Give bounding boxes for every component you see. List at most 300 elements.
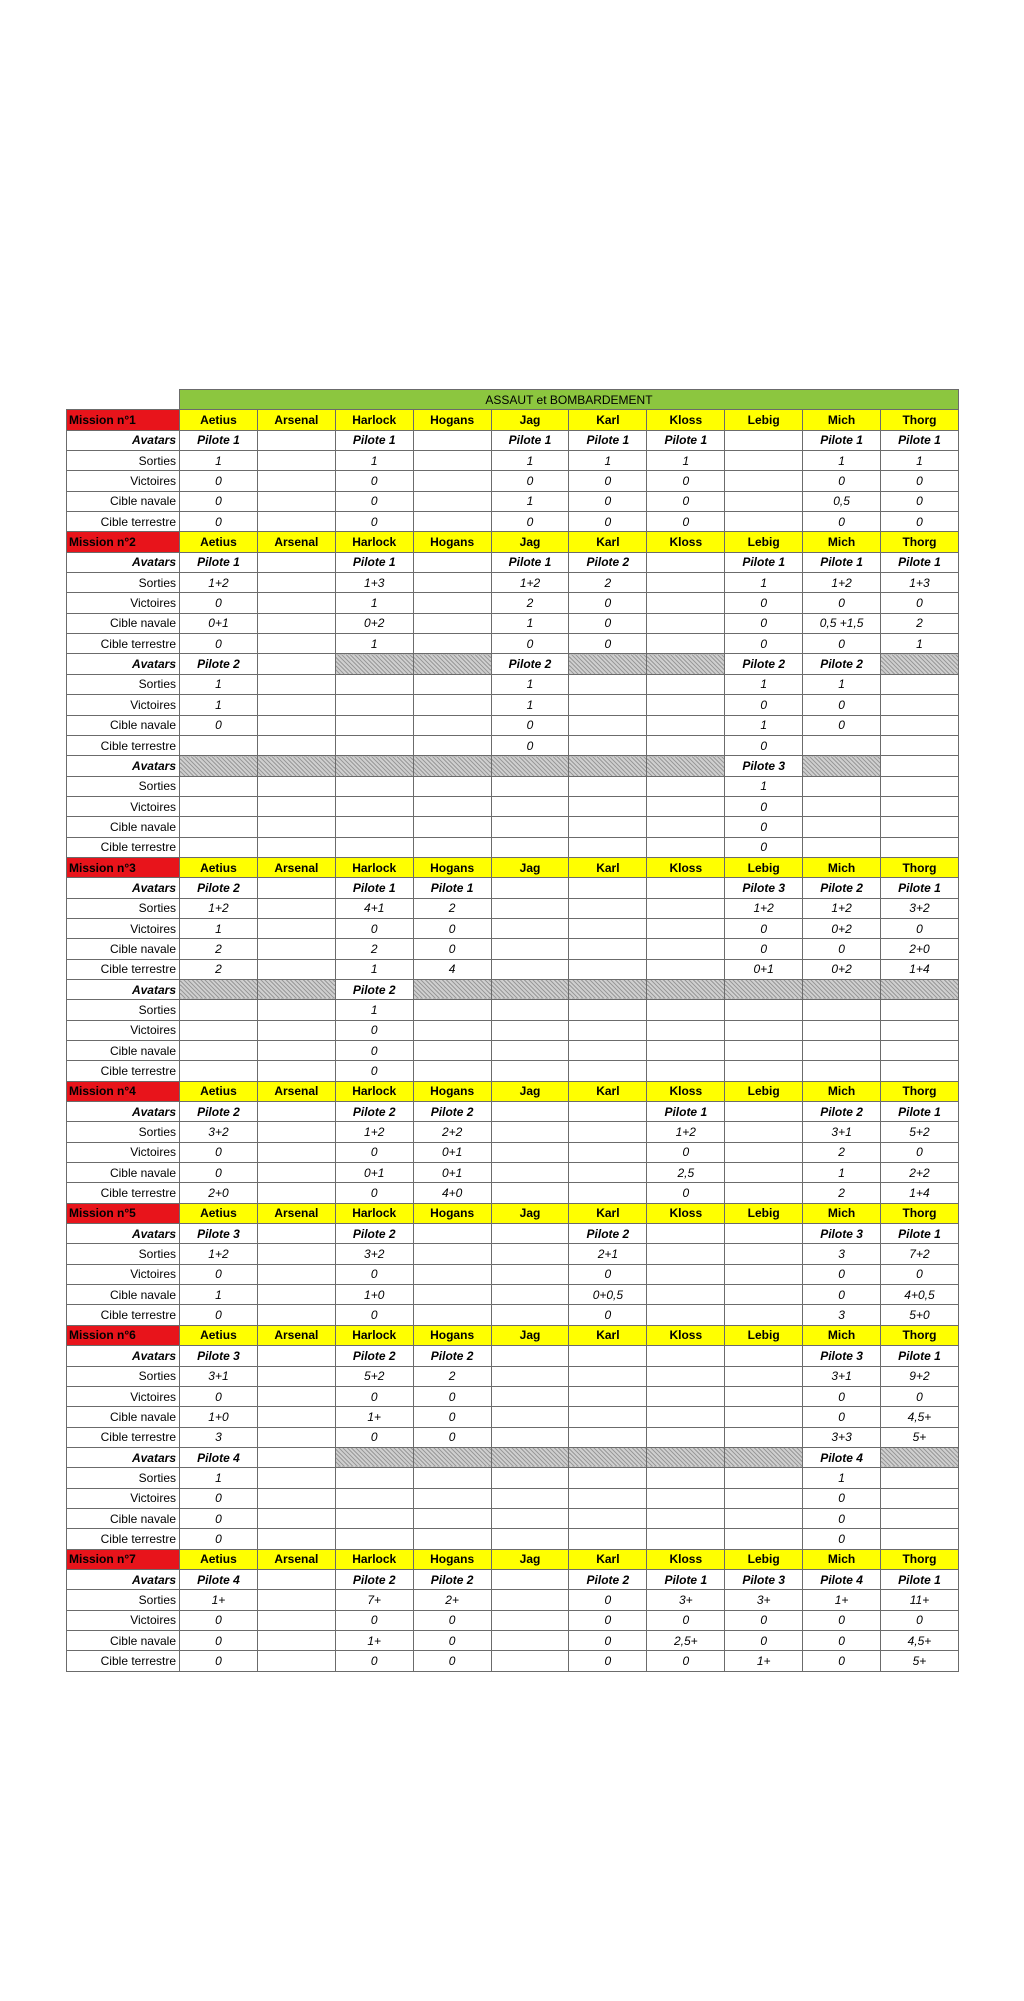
stat-cell: 0+1 — [335, 1163, 413, 1183]
stat-cell — [257, 1305, 335, 1325]
stat-cell — [413, 1305, 491, 1325]
player-header: Mich — [803, 857, 881, 877]
stat-cell — [413, 512, 491, 532]
stat-cell: 0 — [180, 1305, 258, 1325]
avatars-label: Avatars — [67, 878, 180, 898]
stat-cell — [569, 1407, 647, 1427]
avatar-cell: Pilote 1 — [881, 878, 959, 898]
stat-cell — [881, 796, 959, 816]
hatched-cell — [413, 756, 491, 776]
stat-cell: 1 — [803, 451, 881, 471]
stat-cell — [803, 776, 881, 796]
stat-cell — [257, 1041, 335, 1061]
avatar-cell: Pilote 1 — [491, 552, 569, 572]
stat-cell — [257, 735, 335, 755]
stat-cell — [569, 1366, 647, 1386]
stat-cell — [569, 1142, 647, 1162]
mission-header-row — [67, 1203, 959, 1223]
stat-cell — [413, 1488, 491, 1508]
stat-cell — [413, 1468, 491, 1488]
stat-cell — [881, 1488, 959, 1508]
stat-row — [67, 1183, 959, 1203]
stat-cell — [881, 1508, 959, 1528]
player-header: Hogans — [413, 1203, 491, 1223]
stat-cell — [413, 674, 491, 694]
stat-label: Cible terrestre — [67, 634, 180, 654]
stat-cell — [257, 796, 335, 816]
stat-cell: 3+1 — [803, 1122, 881, 1142]
stat-label: Sorties — [67, 898, 180, 918]
hatched-cell — [491, 979, 569, 999]
stat-cell — [725, 1285, 803, 1305]
stat-cell: 2 — [413, 898, 491, 918]
stat-cell: 1 — [180, 1285, 258, 1305]
stat-label: Cible terrestre — [67, 1529, 180, 1549]
avatars-row — [67, 552, 959, 572]
stat-cell: 2 — [881, 613, 959, 633]
stat-label: Victoires — [67, 1264, 180, 1284]
stat-cell: 0 — [725, 695, 803, 715]
stat-cell: 0 — [725, 593, 803, 613]
avatars-row — [67, 1102, 959, 1122]
stat-cell: 0 — [180, 1264, 258, 1284]
avatar-cell — [569, 878, 647, 898]
stat-label: Cible navale — [67, 1285, 180, 1305]
avatar-cell: Pilote 1 — [881, 1224, 959, 1244]
player-header: Arsenal — [257, 1325, 335, 1345]
stat-cell: 2+ — [413, 1590, 491, 1610]
avatars-label: Avatars — [67, 1346, 180, 1366]
stat-cell — [413, 491, 491, 511]
stat-row — [67, 1529, 959, 1549]
stat-cell: 0 — [413, 1407, 491, 1427]
stat-cell: 2 — [413, 1366, 491, 1386]
avatar-cell: Pilote 1 — [335, 552, 413, 572]
player-header: Aetius — [180, 410, 258, 430]
stat-cell: 0 — [180, 512, 258, 532]
stat-cell — [257, 776, 335, 796]
avatars-label: Avatars — [67, 1224, 180, 1244]
avatar-cell: Pilote 3 — [725, 1569, 803, 1589]
stat-cell — [569, 674, 647, 694]
stat-cell — [491, 817, 569, 837]
stat-cell — [725, 1468, 803, 1488]
avatars-label: Avatars — [67, 979, 180, 999]
stat-cell — [881, 1468, 959, 1488]
stat-cell: 0 — [647, 1183, 725, 1203]
stat-cell: 0 — [413, 1630, 491, 1650]
stat-cell — [257, 1529, 335, 1549]
stat-cell — [413, 1041, 491, 1061]
stat-cell: 0 — [881, 491, 959, 511]
avatar-cell: Pilote 2 — [569, 552, 647, 572]
stat-cell — [335, 1488, 413, 1508]
stat-cell — [257, 898, 335, 918]
stat-cell: 1+ — [335, 1630, 413, 1650]
player-header: Kloss — [647, 532, 725, 552]
avatar-cell — [647, 1224, 725, 1244]
stat-cell: 1+ — [725, 1651, 803, 1671]
player-header: Lebig — [725, 1081, 803, 1101]
avatars-label: Avatars — [67, 552, 180, 572]
stat-cell: 1 — [725, 715, 803, 735]
stat-cell — [647, 1468, 725, 1488]
stat-cell: 1+2 — [803, 898, 881, 918]
stat-cell — [881, 837, 959, 857]
stat-cell: 0 — [803, 1285, 881, 1305]
stat-cell: 2+1 — [569, 1244, 647, 1264]
stat-row — [67, 695, 959, 715]
hatched-cell — [569, 979, 647, 999]
stat-cell: 0 — [569, 471, 647, 491]
stat-cell — [569, 898, 647, 918]
avatar-cell: Pilote 2 — [335, 1569, 413, 1589]
stat-cell — [647, 573, 725, 593]
avatar-cell: Pilote 2 — [803, 1102, 881, 1122]
player-header: Karl — [569, 1549, 647, 1569]
stat-label: Victoires — [67, 593, 180, 613]
stat-label: Cible terrestre — [67, 959, 180, 979]
stat-label: Cible navale — [67, 1041, 180, 1061]
player-header: Thorg — [881, 857, 959, 877]
stat-cell: 1+2 — [180, 1244, 258, 1264]
avatar-cell: Pilote 2 — [180, 878, 258, 898]
stat-cell: 0 — [413, 1427, 491, 1447]
stat-cell — [257, 1488, 335, 1508]
stat-cell — [335, 1508, 413, 1528]
stat-cell: 0 — [881, 512, 959, 532]
avatar-cell — [257, 1102, 335, 1122]
stat-cell — [569, 1000, 647, 1020]
avatar-cell: Pilote 2 — [335, 979, 413, 999]
stat-cell — [491, 939, 569, 959]
stat-cell: 0 — [335, 1427, 413, 1447]
player-header: Hogans — [413, 1549, 491, 1569]
stat-cell — [257, 1000, 335, 1020]
player-header: Mich — [803, 1081, 881, 1101]
player-header: Thorg — [881, 1549, 959, 1569]
avatar-cell: Pilote 2 — [569, 1569, 647, 1589]
stat-cell — [881, 674, 959, 694]
stat-label: Cible terrestre — [67, 837, 180, 857]
stat-label: Victoires — [67, 471, 180, 491]
stat-cell — [569, 1020, 647, 1040]
player-header: Harlock — [335, 532, 413, 552]
stat-label: Cible navale — [67, 817, 180, 837]
stat-cell: 2+0 — [881, 939, 959, 959]
stat-row — [67, 1427, 959, 1447]
hatched-cell — [413, 1447, 491, 1467]
stat-cell — [257, 1386, 335, 1406]
player-header: Arsenal — [257, 1203, 335, 1223]
avatar-cell — [569, 1102, 647, 1122]
stat-cell — [803, 817, 881, 837]
avatars-label: Avatars — [67, 654, 180, 674]
stat-cell — [491, 1020, 569, 1040]
stat-cell: 2+2 — [413, 1122, 491, 1142]
stat-cell — [335, 837, 413, 857]
avatar-cell — [725, 1224, 803, 1244]
stat-cell — [647, 735, 725, 755]
avatar-cell — [257, 1224, 335, 1244]
player-header: Aetius — [180, 1549, 258, 1569]
avatar-cell: Pilote 1 — [569, 430, 647, 450]
stat-cell — [413, 695, 491, 715]
stat-cell: 0 — [180, 1651, 258, 1671]
stat-cell — [881, 1020, 959, 1040]
stat-cell: 0,5 +1,5 — [803, 613, 881, 633]
stat-cell — [491, 918, 569, 938]
stat-cell — [413, 471, 491, 491]
stat-cell — [257, 491, 335, 511]
stat-cell: 0 — [803, 715, 881, 735]
stat-cell — [647, 634, 725, 654]
stat-cell — [180, 796, 258, 816]
stat-cell — [180, 735, 258, 755]
hatched-cell — [647, 756, 725, 776]
stat-cell: 0 — [569, 1264, 647, 1284]
player-header: Karl — [569, 857, 647, 877]
stat-cell: 0+1 — [180, 613, 258, 633]
title-row — [67, 390, 959, 410]
avatar-cell — [491, 1102, 569, 1122]
player-header: Kloss — [647, 1203, 725, 1223]
stat-cell: 0+1 — [413, 1142, 491, 1162]
stat-cell: 2+2 — [881, 1163, 959, 1183]
stat-cell: 1 — [335, 959, 413, 979]
stat-cell — [491, 1407, 569, 1427]
stat-cell: 3+1 — [180, 1366, 258, 1386]
stat-cell: 2 — [803, 1142, 881, 1162]
player-header: Aetius — [180, 1081, 258, 1101]
avatar-cell: Pilote 1 — [335, 878, 413, 898]
stat-cell: 0 — [803, 1264, 881, 1284]
hatched-cell — [725, 1447, 803, 1467]
stat-row — [67, 1651, 959, 1671]
hatched-cell — [569, 654, 647, 674]
stat-cell — [180, 1020, 258, 1040]
stat-cell: 1 — [335, 1000, 413, 1020]
hatched-cell — [803, 979, 881, 999]
stat-cell — [647, 898, 725, 918]
stat-cell: 3+2 — [881, 898, 959, 918]
player-header: Kloss — [647, 410, 725, 430]
stat-cell: 1 — [803, 1163, 881, 1183]
stat-cell: 3+2 — [335, 1244, 413, 1264]
stat-row — [67, 715, 959, 735]
avatars-label: Avatars — [67, 430, 180, 450]
stat-cell — [803, 735, 881, 755]
player-header: Jag — [491, 857, 569, 877]
stat-cell: 0 — [881, 1142, 959, 1162]
avatar-cell: Pilote 1 — [180, 430, 258, 450]
stat-cell — [257, 918, 335, 938]
avatars-label: Avatars — [67, 756, 180, 776]
stat-cell — [257, 471, 335, 491]
stat-label: Sorties — [67, 1244, 180, 1264]
hatched-cell — [569, 1447, 647, 1467]
stat-row — [67, 451, 959, 471]
hatched-cell — [257, 756, 335, 776]
stat-cell — [180, 1041, 258, 1061]
stat-cell: 0 — [491, 471, 569, 491]
stat-cell — [257, 837, 335, 857]
stat-cell — [725, 1407, 803, 1427]
stat-cell — [335, 674, 413, 694]
stat-cell — [257, 959, 335, 979]
stat-cell: 0 — [180, 715, 258, 735]
stat-cell: 2,5 — [647, 1163, 725, 1183]
avatar-cell — [257, 1346, 335, 1366]
stat-cell: 0 — [881, 1264, 959, 1284]
stat-cell — [881, 715, 959, 735]
stat-cell — [491, 1651, 569, 1671]
stat-cell: 1 — [180, 451, 258, 471]
stat-cell — [647, 796, 725, 816]
stat-cell — [569, 735, 647, 755]
mission-label: Mission n°4 — [67, 1081, 180, 1101]
stat-cell — [257, 451, 335, 471]
stat-cell — [257, 1366, 335, 1386]
stat-cell — [881, 695, 959, 715]
mission-header-row — [67, 1081, 959, 1101]
stat-cell: 1+2 — [803, 573, 881, 593]
stat-cell: 0 — [335, 471, 413, 491]
hatched-cell — [725, 979, 803, 999]
stat-cell: 1 — [180, 695, 258, 715]
avatar-cell — [257, 1447, 335, 1467]
stat-cell: 2 — [335, 939, 413, 959]
stat-cell: 0 — [569, 1630, 647, 1650]
mission-label: Mission n°7 — [67, 1549, 180, 1569]
stat-label: Cible navale — [67, 939, 180, 959]
avatar-cell — [413, 552, 491, 572]
avatar-cell: Pilote 2 — [413, 1569, 491, 1589]
stat-cell — [413, 613, 491, 633]
stat-label: Cible navale — [67, 491, 180, 511]
stat-row — [67, 1122, 959, 1142]
mission-header-row — [67, 410, 959, 430]
stat-cell — [569, 1488, 647, 1508]
avatar-cell — [257, 878, 335, 898]
stat-cell — [180, 1000, 258, 1020]
stat-cell — [569, 1508, 647, 1528]
stat-cell — [413, 1020, 491, 1040]
stat-cell — [647, 776, 725, 796]
avatar-cell: Pilote 1 — [491, 430, 569, 450]
hatched-cell — [647, 1447, 725, 1467]
stat-cell: 0+0,5 — [569, 1285, 647, 1305]
stat-label: Cible terrestre — [67, 1651, 180, 1671]
stat-cell: 0 — [180, 491, 258, 511]
stat-cell: 0 — [569, 1610, 647, 1630]
stat-row — [67, 634, 959, 654]
stat-cell — [725, 1264, 803, 1284]
avatars-row — [67, 1224, 959, 1244]
stat-cell — [725, 451, 803, 471]
stat-cell — [257, 573, 335, 593]
stat-row — [67, 939, 959, 959]
stat-cell — [725, 1122, 803, 1142]
stat-cell — [413, 593, 491, 613]
stat-cell — [569, 1529, 647, 1549]
hatched-cell — [413, 654, 491, 674]
avatar-cell — [257, 1569, 335, 1589]
player-header: Mich — [803, 1549, 881, 1569]
hatched-cell — [491, 1447, 569, 1467]
avatar-cell — [413, 430, 491, 450]
stat-row — [67, 1386, 959, 1406]
stat-cell — [647, 1508, 725, 1528]
stat-cell: 0 — [647, 491, 725, 511]
avatar-cell: Pilote 1 — [647, 1102, 725, 1122]
stat-cell: 1 — [491, 451, 569, 471]
stat-cell: 1 — [725, 776, 803, 796]
stat-cell — [569, 1061, 647, 1081]
stat-cell: 0 — [725, 1630, 803, 1650]
stat-cell — [647, 695, 725, 715]
stat-cell: 3 — [803, 1305, 881, 1325]
stat-cell: 4,5+ — [881, 1630, 959, 1650]
player-header: Lebig — [725, 1549, 803, 1569]
stat-cell: 0 — [335, 1142, 413, 1162]
stat-cell: 0 — [647, 1610, 725, 1630]
stat-cell: 0 — [180, 1163, 258, 1183]
stat-cell: 2 — [491, 593, 569, 613]
avatar-cell: Pilote 1 — [881, 1102, 959, 1122]
player-header: Harlock — [335, 1081, 413, 1101]
player-header: Jag — [491, 1203, 569, 1223]
avatar-cell — [881, 756, 959, 776]
avatar-cell: Pilote 2 — [491, 654, 569, 674]
avatar-cell: Pilote 1 — [803, 552, 881, 572]
stat-cell — [569, 1468, 647, 1488]
player-header: Harlock — [335, 1325, 413, 1345]
stat-label: Victoires — [67, 695, 180, 715]
avatars-row — [67, 756, 959, 776]
stat-cell — [647, 939, 725, 959]
stat-cell — [180, 1061, 258, 1081]
stat-cell — [413, 1529, 491, 1549]
avatar-cell: Pilote 2 — [803, 878, 881, 898]
stat-cell — [647, 613, 725, 633]
stat-cell — [725, 1041, 803, 1061]
hatched-cell — [803, 756, 881, 776]
stat-cell — [257, 1610, 335, 1630]
stat-cell: 0 — [335, 1041, 413, 1061]
player-header: Harlock — [335, 857, 413, 877]
stat-cell: 1+3 — [335, 573, 413, 593]
stat-row — [67, 1142, 959, 1162]
stat-cell — [413, 1000, 491, 1020]
player-header: Mich — [803, 1203, 881, 1223]
avatar-cell — [491, 878, 569, 898]
stat-cell — [803, 1041, 881, 1061]
stat-cell: 0+1 — [413, 1163, 491, 1183]
stat-label: Cible terrestre — [67, 1305, 180, 1325]
avatar-cell: Pilote 1 — [335, 430, 413, 450]
mission-header-row — [67, 532, 959, 552]
stat-cell — [725, 491, 803, 511]
stat-cell: 0 — [335, 1020, 413, 1040]
stat-cell: 0 — [180, 634, 258, 654]
avatar-cell — [647, 1346, 725, 1366]
player-header: Karl — [569, 532, 647, 552]
stat-cell — [725, 1366, 803, 1386]
player-header: Jag — [491, 1081, 569, 1101]
stat-row — [67, 898, 959, 918]
stat-cell — [491, 898, 569, 918]
